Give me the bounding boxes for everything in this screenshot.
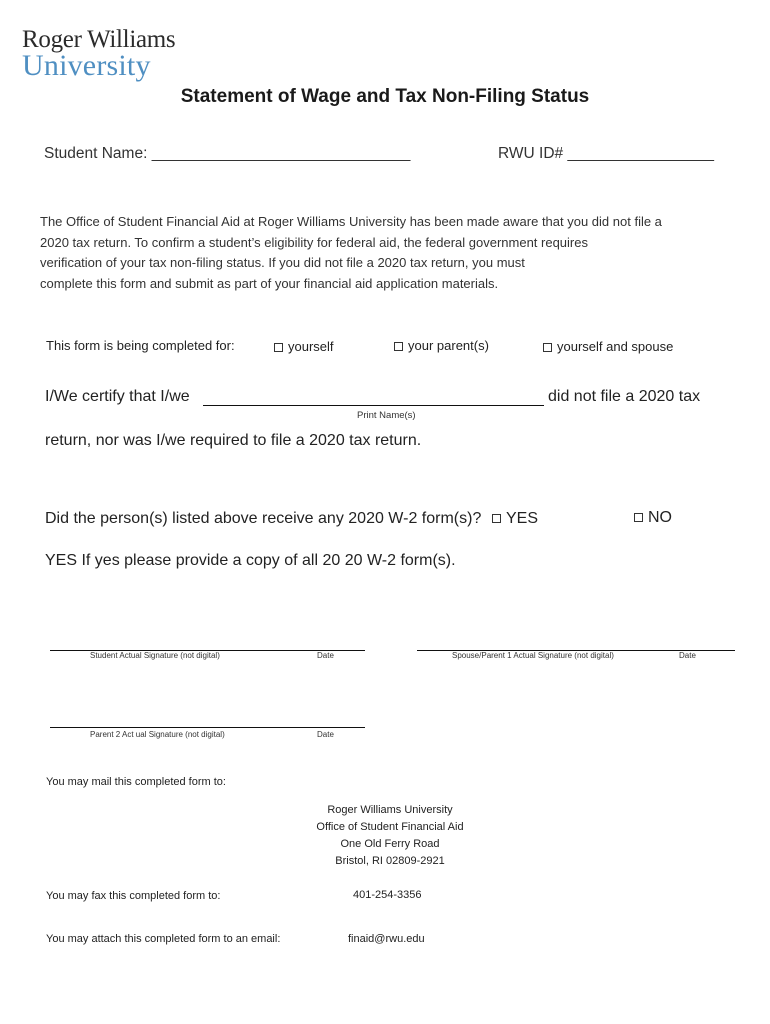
intro-line: 2020 tax return. To confirm a student’s eligibility for federal aid, the federal government requires [40,234,588,250]
option-yourself[interactable] [274,339,334,354]
logo-roger-williams: Roger Williams [22,26,176,53]
print-name-line[interactable] [203,405,544,406]
rwu-id-field[interactable]: RWU ID# _________________ [498,145,715,162]
w2-yes-option[interactable] [492,510,538,528]
option-label: your parent(s) [408,338,489,353]
spouse-parent1-date-label: Date [679,651,696,660]
address-line: One Old Ferry Road [340,838,440,850]
fax-number: 401-254-3356 [353,889,422,901]
checkbox-icon[interactable] [492,514,501,523]
option-your-parents[interactable] [394,338,489,353]
parent2-signature-line[interactable] [50,727,365,728]
address-line: Bristol, RI 02809-2921 [335,855,445,867]
print-name-label: Print Name(s) [357,410,416,421]
option-label: yourself and spouse [557,339,674,354]
intro-line: The Office of Student Financial Aid at Roger Williams University has been made aware that you did not file a [40,214,662,229]
logo-university: University [22,49,151,82]
student-date-label: Date [317,651,334,660]
option-yourself-and-spouse[interactable] [543,339,673,354]
certify-suffix: did not file a 2020 tax [548,388,701,405]
yes-label: YES [506,510,539,527]
student-signature-label: Student Actual Signature (not digital) [90,651,220,660]
email-address[interactable]: finaid@rwu.edu [348,933,425,945]
w2-no-option[interactable] [634,509,672,527]
checkbox-icon[interactable] [634,513,643,522]
certify-prefix: I/We certify that I/we [45,388,190,405]
intro-line: complete this form and submit as part of your financial aid application materials. [40,275,499,291]
checkbox-icon[interactable] [394,342,403,351]
intro-paragraph [40,212,730,294]
parent2-date-label: Date [317,730,334,739]
fax-label: You may fax this completed form to: [46,890,221,902]
completed-for-label: This form is being completed for: [46,338,235,353]
certify-line2: return, nor was I/we required to file a 2020 tax return. [45,432,422,449]
option-label: yourself [288,339,334,354]
student-name-field[interactable]: Student Name: ______________________________ [44,145,411,162]
w2-note: YES If yes please provide a copy of all 20 20 W-2 form(s). [45,552,456,569]
intro-line: verification of your tax non-filing status. If you did not file a 2020 tax return, you must [40,255,525,270]
checkbox-icon[interactable] [274,343,283,352]
parent2-signature-label: Parent 2 Act ual Signature (not digital) [90,730,225,739]
checkbox-icon[interactable] [543,343,552,352]
mail-label: You may mail this completed form to: [46,776,226,788]
address-line: Office of Student Financial Aid [316,821,464,833]
page-title: Statement of Wage and Tax Non-Filing Status [180,86,590,107]
no-label: NO [648,509,672,526]
email-label: You may attach this completed form to an email: [46,933,281,945]
w2-question: Did the person(s) listed above receive any 2020 W-2 form(s)? [45,510,482,527]
address-line: Roger Williams University [327,804,453,816]
spouse-parent1-signature-label: Spouse/Parent 1 Actual Signature (not digital) [452,651,614,660]
